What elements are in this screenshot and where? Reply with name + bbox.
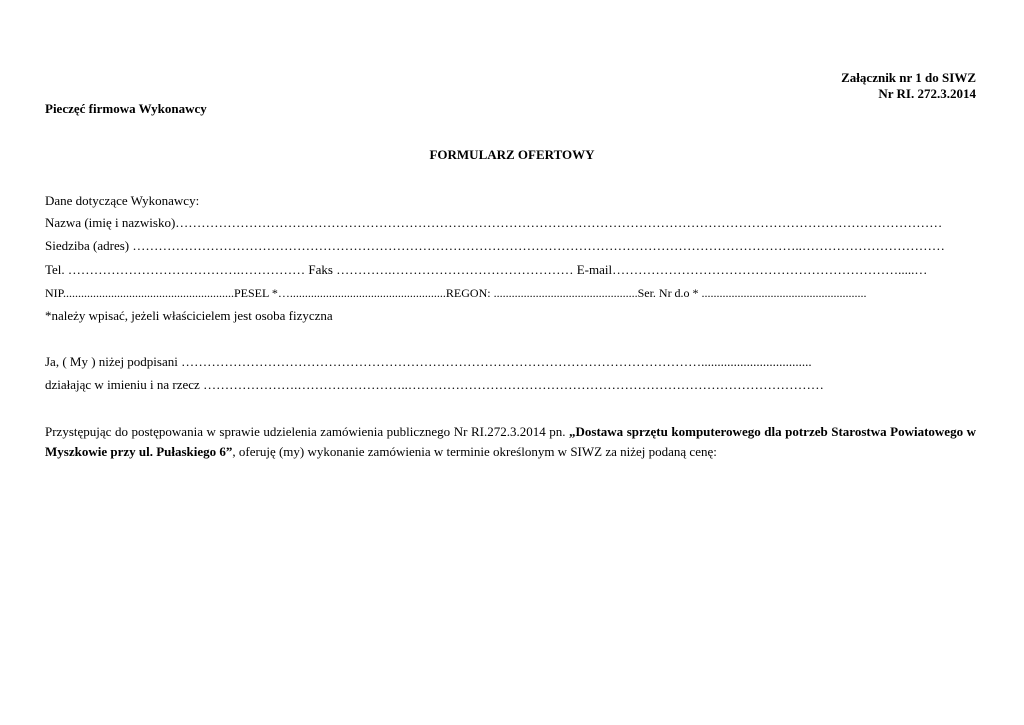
annex-number: Załącznik nr 1 do SIWZ: [841, 70, 976, 85]
contractor-address-field: Siedziba (adres) ………………………………………………………………………………………………………………………………………..……………………………: [45, 238, 945, 253]
offer-subject: „Dostawa sprzętu komputerowego dla potrzeb Starostwa Powiatowego w Myszkowie przy ul. Pułaskiego 6”: [45, 424, 976, 459]
contractor-name-field: Nazwa (imię i nazwisko)……………………………………………………………………………………………………………………………………………………………: [45, 215, 943, 230]
reference-number: Nr RI. 272.3.2014: [878, 86, 976, 101]
company-stamp-label: Pieczęć firmowa Wykonawcy: [45, 101, 207, 116]
contractor-ids-field: NIP.........................................................PESEL *…....................................................REGON: ................................................Ser. Nr d.o * .......................................................: [45, 286, 867, 300]
signatories-line: Ja, ( My ) niżej podpisani …………………………………………………………………………………………………………..................................: [45, 354, 812, 369]
offer-paragraph: [45, 422, 976, 462]
offer-closing: , oferuję (my) wykonanie zamówienia w terminie określonym w SIWZ za niżej podaną cenę:: [232, 444, 717, 459]
on-behalf-line: działając w imieniu i na rzecz ………………….……………………..……………………………………………………………………………………: [45, 377, 824, 392]
form-title: FORMULARZ OFERTOWY: [429, 147, 595, 162]
contractor-contact-field: Tel. ………………………………….…………… Faks ………….…………………………………… E-mail………………………………………………………….....…: [45, 262, 928, 277]
contractor-footnote: *należy wpisać, jeżeli właścicielem jest osoba fizyczna: [45, 308, 333, 323]
contractor-heading: Dane dotyczące Wykonawcy:: [45, 193, 200, 208]
offer-intro: Przystępując do postępowania w sprawie udzielenia zamówienia publicznego Nr RI.272.3.2014 pn.: [45, 424, 570, 439]
